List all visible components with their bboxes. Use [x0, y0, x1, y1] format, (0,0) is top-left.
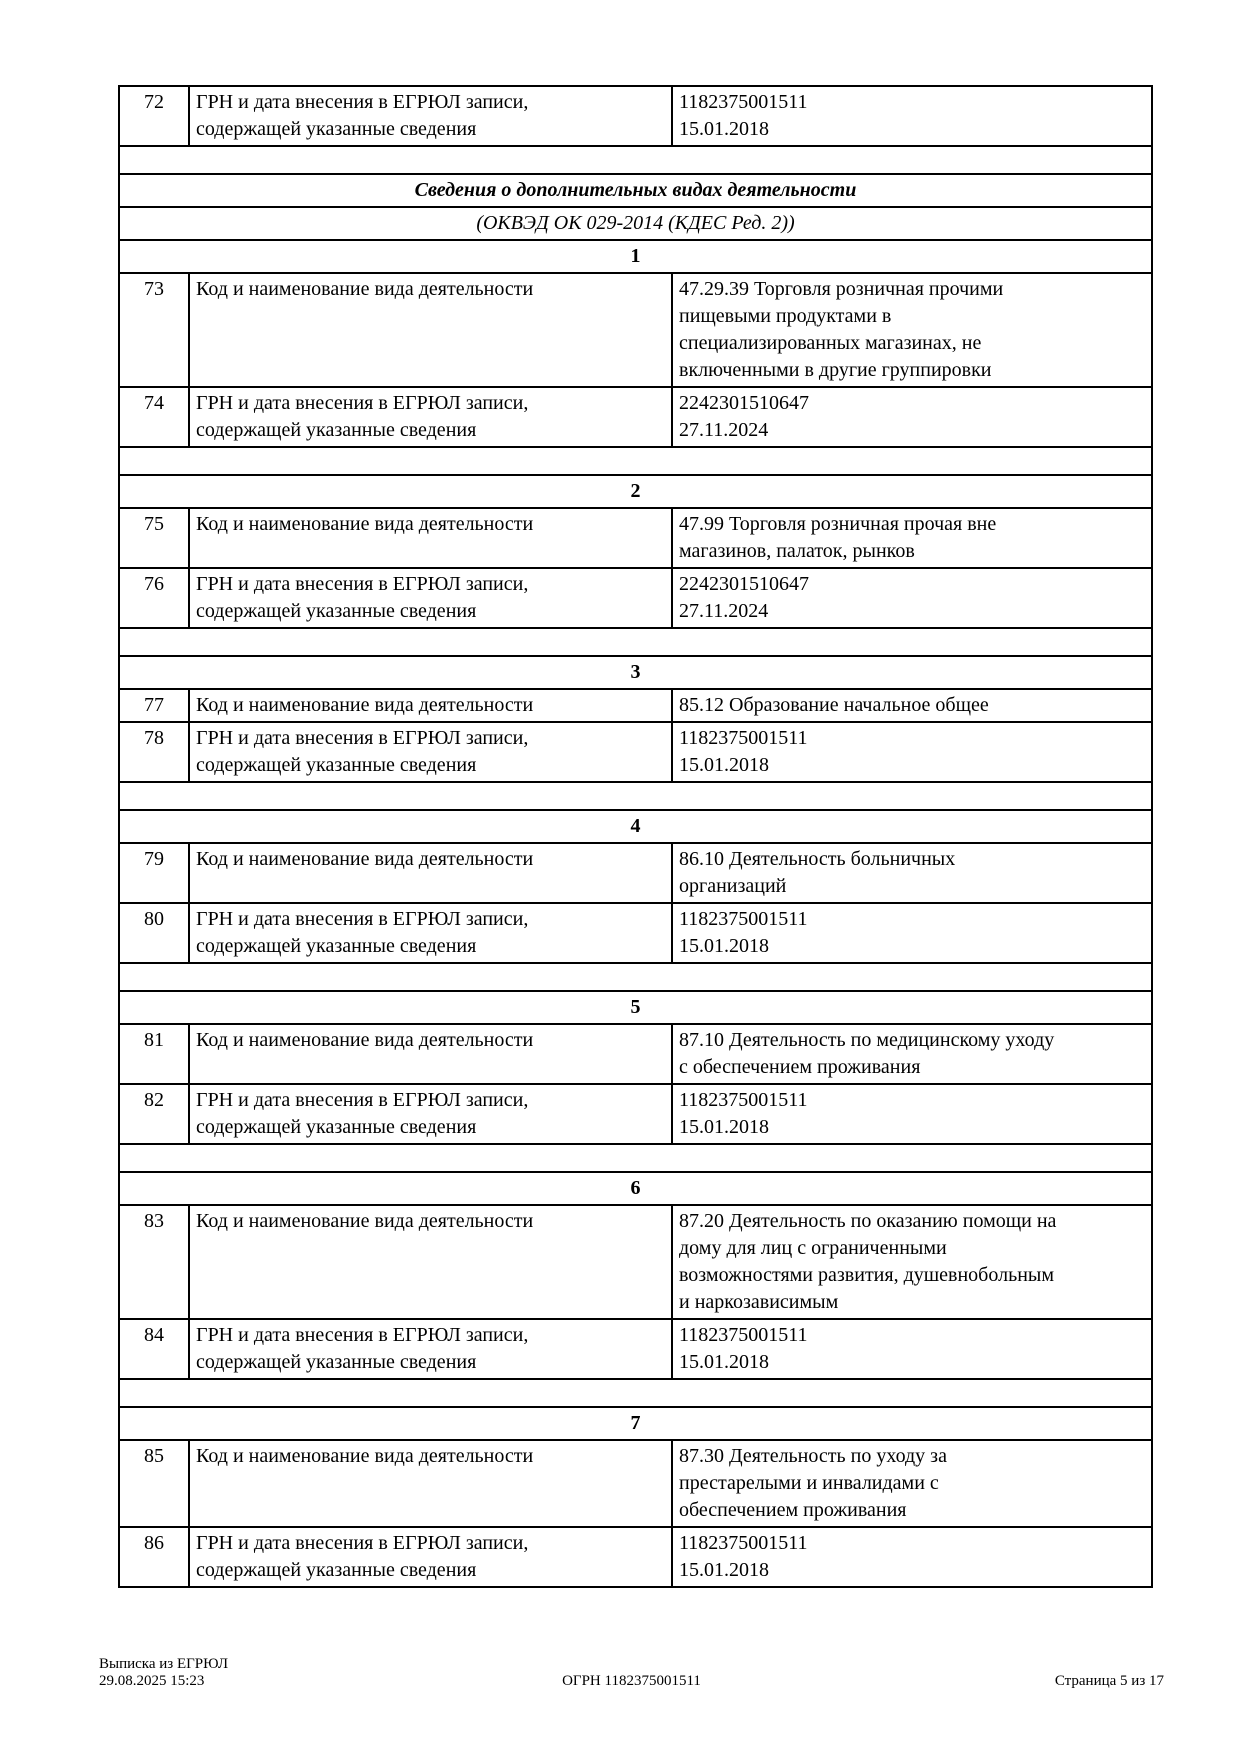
row-number-cell: 84: [119, 1319, 189, 1379]
spacer-row: [119, 782, 1152, 810]
attribute-label-cell: Код и наименование вида деятельности: [189, 843, 672, 903]
table-row: [119, 568, 1152, 628]
attribute-label-cell: ГРН и дата внесения в ЕГРЮЛ записи, содержащей указанные сведения: [189, 1084, 672, 1144]
spacer-cell: [119, 782, 1152, 810]
table-row: [119, 273, 1152, 387]
table-row: [119, 843, 1152, 903]
table-row: [119, 903, 1152, 963]
egrul-extract-table: [118, 85, 1153, 1588]
attribute-label-cell: Код и наименование вида деятельности: [189, 1440, 672, 1527]
attribute-label-cell: ГРН и дата внесения в ЕГРЮЛ записи, содержащей указанные сведения: [189, 86, 672, 146]
attribute-value-cell: 1182375001511 15.01.2018: [672, 86, 1152, 146]
egrul-table-body: [119, 86, 1152, 1587]
row-number-cell: 77: [119, 689, 189, 722]
spacer-cell: [119, 628, 1152, 656]
row-number-cell: 79: [119, 843, 189, 903]
attribute-value-cell: 87.20 Деятельность по оказанию помощи на дому для лиц с ограниченными возможностями развития, душевнобольным и наркозависимым: [672, 1205, 1152, 1319]
row-number-cell: 76: [119, 568, 189, 628]
table-row: [119, 1084, 1152, 1144]
table-row: [119, 1205, 1152, 1319]
group-number-row: [119, 991, 1152, 1024]
attribute-value-cell: 2242301510647 27.11.2024: [672, 387, 1152, 447]
spacer-row: [119, 146, 1152, 174]
group-number: 5: [119, 991, 1152, 1024]
attribute-label-cell: ГРН и дата внесения в ЕГРЮЛ записи, содержащей указанные сведения: [189, 1527, 672, 1587]
footer-datetime: 29.08.2025 15:23: [99, 1673, 205, 1689]
footer-ogrn: ОГРН 1182375001511: [562, 1673, 701, 1689]
group-number: 6: [119, 1172, 1152, 1205]
group-number: 3: [119, 656, 1152, 689]
row-number-cell: 83: [119, 1205, 189, 1319]
spacer-cell: [119, 963, 1152, 991]
attribute-value-cell: 87.10 Деятельность по медицинскому уходу с обеспечением проживания: [672, 1024, 1152, 1084]
table-row: [119, 1440, 1152, 1527]
row-number-cell: 72: [119, 86, 189, 146]
spacer-row: [119, 1144, 1152, 1172]
spacer-row: [119, 447, 1152, 475]
table-row: [119, 1024, 1152, 1084]
attribute-value-cell: 87.30 Деятельность по уходу за престарелыми и инвалидами с обеспечением проживания: [672, 1440, 1152, 1527]
group-number-row: [119, 656, 1152, 689]
attribute-value-cell: 86.10 Деятельность больничных организаций: [672, 843, 1152, 903]
group-number-row: [119, 810, 1152, 843]
attribute-value-cell: 85.12 Образование начальное общее: [672, 689, 1152, 722]
row-number-cell: 74: [119, 387, 189, 447]
group-number: 1: [119, 240, 1152, 273]
attribute-label-cell: ГРН и дата внесения в ЕГРЮЛ записи, содержащей указанные сведения: [189, 568, 672, 628]
attribute-value-cell: 1182375001511 15.01.2018: [672, 1084, 1152, 1144]
group-number-row: [119, 1172, 1152, 1205]
attribute-label-cell: ГРН и дата внесения в ЕГРЮЛ записи, содержащей указанные сведения: [189, 722, 672, 782]
footer-doc-title: Выписка из ЕГРЮЛ: [99, 1656, 228, 1672]
attribute-value-cell: 47.29.39 Торговля розничная прочими пищевыми продуктами в специализированных магазинах, не включенными в другие группировки: [672, 273, 1152, 387]
section-title-row: [119, 174, 1152, 207]
attribute-label-cell: Код и наименование вида деятельности: [189, 689, 672, 722]
table-row: [119, 1527, 1152, 1587]
group-number: 4: [119, 810, 1152, 843]
section-title: Сведения о дополнительных видах деятельности: [119, 174, 1152, 207]
group-number-row: [119, 475, 1152, 508]
row-number-cell: 81: [119, 1024, 189, 1084]
attribute-value-cell: 1182375001511 15.01.2018: [672, 1527, 1152, 1587]
spacer-row: [119, 628, 1152, 656]
attribute-label-cell: Код и наименование вида деятельности: [189, 273, 672, 387]
attribute-label-cell: ГРН и дата внесения в ЕГРЮЛ записи, содержащей указанные сведения: [189, 903, 672, 963]
spacer-cell: [119, 146, 1152, 174]
group-number: 7: [119, 1407, 1152, 1440]
table-row: [119, 508, 1152, 568]
spacer-cell: [119, 447, 1152, 475]
row-number-cell: 80: [119, 903, 189, 963]
table-row: [119, 86, 1152, 146]
row-number-cell: 82: [119, 1084, 189, 1144]
row-number-cell: 75: [119, 508, 189, 568]
attribute-value-cell: 1182375001511 15.01.2018: [672, 903, 1152, 963]
attribute-label-cell: ГРН и дата внесения в ЕГРЮЛ записи, содержащей указанные сведения: [189, 387, 672, 447]
group-number: 2: [119, 475, 1152, 508]
section-subtitle-row: [119, 207, 1152, 240]
table-row: [119, 387, 1152, 447]
table-row: [119, 722, 1152, 782]
attribute-label-cell: Код и наименование вида деятельности: [189, 508, 672, 568]
table-row: [119, 1319, 1152, 1379]
section-subtitle: (ОКВЭД ОК 029-2014 (КДЕС Ред. 2)): [119, 207, 1152, 240]
attribute-label-cell: Код и наименование вида деятельности: [189, 1024, 672, 1084]
row-number-cell: 85: [119, 1440, 189, 1527]
group-number-row: [119, 1407, 1152, 1440]
table-row: [119, 689, 1152, 722]
page-footer: [99, 1656, 1164, 1696]
row-number-cell: 86: [119, 1527, 189, 1587]
footer-page-number: Страница 5 из 17: [1054, 1673, 1164, 1689]
attribute-value-cell: 1182375001511 15.01.2018: [672, 722, 1152, 782]
group-number-row: [119, 240, 1152, 273]
spacer-row: [119, 1379, 1152, 1407]
row-number-cell: 78: [119, 722, 189, 782]
attribute-value-cell: 47.99 Торговля розничная прочая вне магазинов, палаток, рынков: [672, 508, 1152, 568]
spacer-cell: [119, 1379, 1152, 1407]
attribute-label-cell: Код и наименование вида деятельности: [189, 1205, 672, 1319]
spacer-row: [119, 963, 1152, 991]
row-number-cell: 73: [119, 273, 189, 387]
spacer-cell: [119, 1144, 1152, 1172]
attribute-label-cell: ГРН и дата внесения в ЕГРЮЛ записи, содержащей указанные сведения: [189, 1319, 672, 1379]
attribute-value-cell: 2242301510647 27.11.2024: [672, 568, 1152, 628]
attribute-value-cell: 1182375001511 15.01.2018: [672, 1319, 1152, 1379]
